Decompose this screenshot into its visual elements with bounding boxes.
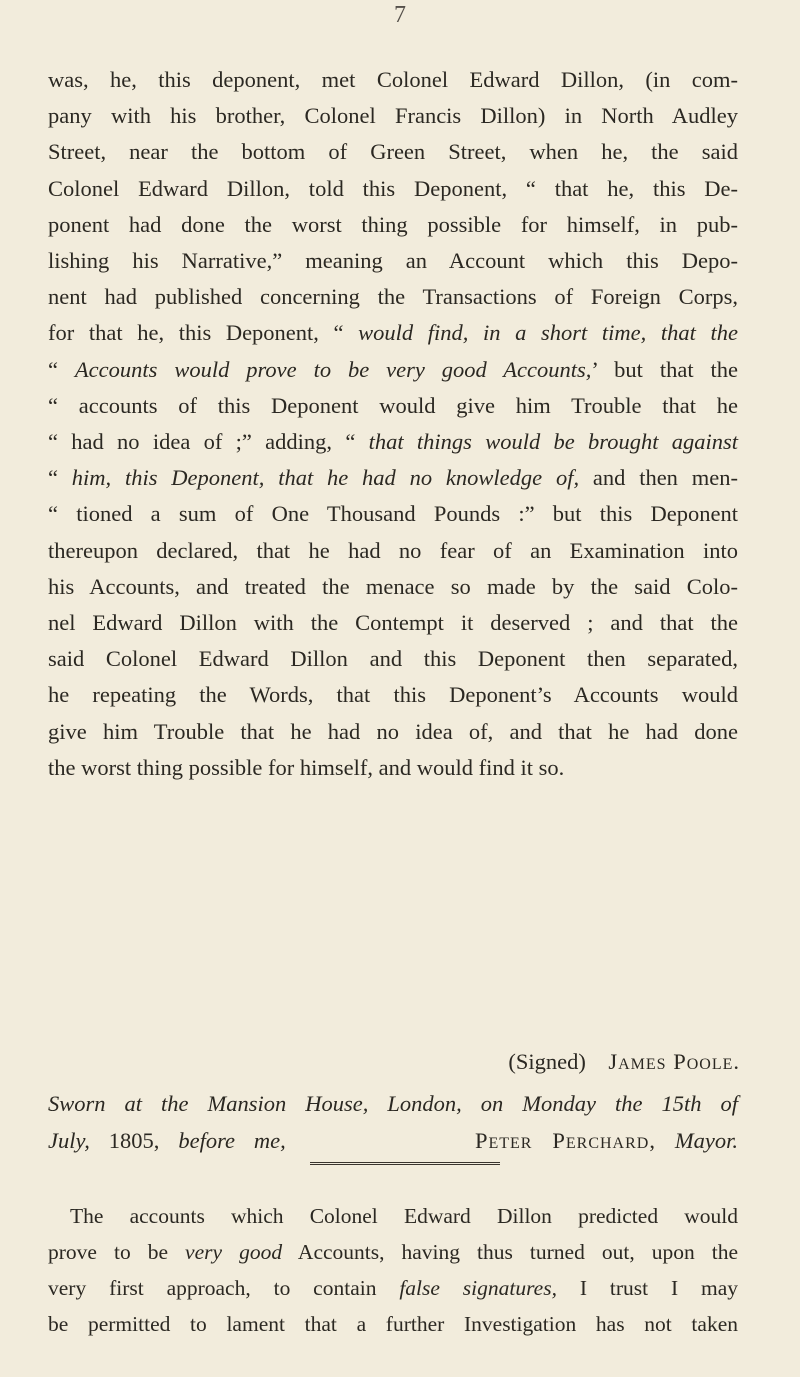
text-line: The accounts which Colonel Edward Dillon predicted would <box>70 1204 738 1228</box>
text-segment: for that he, this Deponent, “ <box>48 320 359 346</box>
text-line: ponent had done the worst thing possible for himself, in pub- <box>48 211 738 237</box>
jurat-line <box>48 1085 738 1122</box>
deposition-paragraph <box>48 62 738 786</box>
text-line: nel Edward Dillon with the Contempt it deserved ; and that the <box>48 610 738 636</box>
mayor-name: Peter Perchard, <box>474 1128 656 1153</box>
text-segment: and then men- <box>579 465 738 491</box>
text-line: his Accounts, and treated the menace so made by the said Colo- <box>48 573 738 599</box>
commentary-paragraph <box>48 1198 738 1342</box>
text-segment: prove to be <box>48 1240 186 1264</box>
text-segment: “ <box>48 465 72 491</box>
text-line: give him Trouble that he had no idea of, and that he had done <box>48 718 738 744</box>
text-line: Street, near the bottom of Green Street, when he, the said <box>48 139 738 165</box>
italic-quote: him, this Deponent, that he had no knowledge of, <box>71 465 580 491</box>
jurat-text: Sworn at the Mansion House, London, on Monday the <box>48 1091 662 1116</box>
text-line: be permitted to lament that a further Investigation has not taken <box>48 1312 738 1336</box>
text-segment: I trust I may <box>556 1276 738 1300</box>
jurat-year: 1805, <box>89 1128 179 1153</box>
text-line <box>48 315 738 351</box>
text-line <box>48 352 738 388</box>
text-line <box>48 424 738 460</box>
signature-line <box>0 1044 740 1080</box>
jurat <box>48 1085 738 1159</box>
mayor-title: Mayor. <box>655 1128 739 1153</box>
italic-quote: would find, in a short time, that the <box>358 320 738 346</box>
signed-label: (Signed) <box>508 1049 586 1074</box>
jurat-text: before me, <box>178 1128 286 1153</box>
page-number: 7 <box>394 2 406 28</box>
jurat-text: of <box>701 1091 738 1116</box>
jurat-date: 15th <box>661 1091 702 1116</box>
text-line: the worst thing possible for himself, and would find it so. <box>48 754 565 780</box>
text-line: “ tioned a sum of One Thousand Pounds :” but this Deponent <box>48 501 738 527</box>
text-segment: ’ but that the <box>591 356 738 382</box>
text-segment: “ <box>48 356 75 382</box>
text-segment: “ had no idea of ;” adding, “ <box>48 429 369 455</box>
italic-phrase: very good <box>185 1240 283 1264</box>
text-line: nent had published concerning the Transactions of Foreign Corps, <box>48 284 738 310</box>
text-line: thereupon declared, that he had no fear of an Examination into <box>48 537 738 563</box>
text-line <box>48 460 738 496</box>
italic-quote: that things would be brought against <box>368 429 739 455</box>
text-segment: very first approach, to contain <box>48 1276 400 1300</box>
text-line: was, he, this deponent, met Colonel Edward Dillon, (in com- <box>48 67 738 92</box>
text-line: Colonel Edward Dillon, told this Deponent, “ that he, this De- <box>48 175 738 201</box>
signatory-name: James Poole. <box>608 1049 740 1074</box>
text-line: said Colonel Edward Dillon and this Deponent then separated, <box>48 646 738 672</box>
text-line: he repeating the Words, that this Deponent’s Accounts would <box>48 682 738 708</box>
text-line <box>48 1270 738 1306</box>
jurat-line <box>48 1122 738 1159</box>
text-line: lishing his Narrative,” meaning an Account which this Depo- <box>48 248 738 274</box>
text-line <box>48 1234 738 1270</box>
text-line: pany with his brother, Colonel Francis Dillon) in North Audley <box>48 103 738 129</box>
italic-phrase: false signatures, <box>399 1276 557 1300</box>
text-line: “ accounts of this Deponent would give him Trouble that he <box>48 392 738 418</box>
italic-quote: Accounts would prove to be very good Accounts, <box>74 356 592 382</box>
section-divider <box>310 1162 500 1165</box>
jurat-month: July, <box>48 1128 90 1153</box>
text-segment: Accounts, having thus turned out, upon the <box>282 1240 739 1264</box>
